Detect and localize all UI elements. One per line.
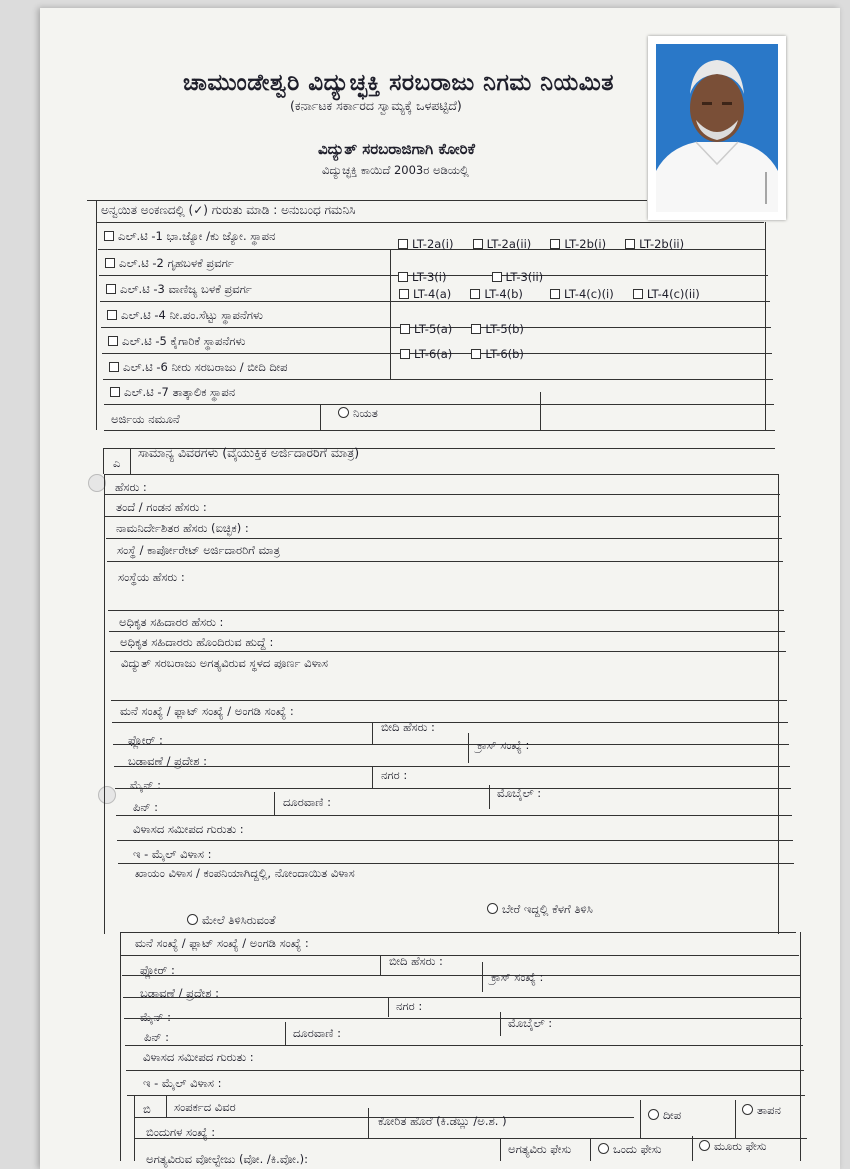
pin-label: ಪಿನ್ : (133, 800, 159, 814)
main-label-2: ಮೈನ್ : (140, 1010, 171, 1024)
supply-address-label: ವಿದ್ಯುತ್ ಸರಬರಾಜು ಅಗತ್ಯವಿರುವ ಸ್ಥಳದ ಪೂರ್ಣ ವಿಳಾಸ (121, 656, 328, 670)
option-label: ಮೇಲೆ ತಿಳಿಸಿರುವಂತೆ (202, 913, 276, 927)
category-label: ಎಲ್.ಟಿ -6 ನೀರು ಸರಬರಾಜು / ಬೀದಿ ದೀಪ (123, 360, 288, 374)
area-label-2: ಬಡಾವಣೆ / ಪ್ರದೇಶ : (140, 986, 220, 1000)
checkbox-icon[interactable] (109, 362, 119, 372)
subcategory-option[interactable] (400, 347, 452, 361)
house-number-label: ಮನೆ ಸಂಖ್ಯೆ / ಫ್ಲಾಟ್ ಸಂಖ್ಯೆ / ಅಂಗಡಿ ಸಂಖ್ಯೆ : (120, 704, 294, 718)
subcategory-label: LT-5(a) (414, 322, 453, 336)
option-label: ದೀಪ (663, 1108, 682, 1122)
checkbox-icon[interactable] (108, 336, 118, 346)
subcategory-label: LT-2a(ii) (486, 237, 532, 251)
mobile-label: ಮೊಬೈಲ್ : (497, 786, 542, 800)
subcategory-row-lt4 (399, 283, 714, 302)
subcategory-option[interactable] (471, 347, 524, 361)
checkbox-icon[interactable] (492, 272, 502, 282)
category-lt3[interactable] (106, 282, 252, 297)
subcategory-option[interactable] (399, 287, 451, 301)
subcategory-option[interactable] (473, 237, 532, 251)
mobile-label-2: ಮೊಬೈಲ್ : (508, 1016, 553, 1030)
section-b-letter: ಬಿ (143, 1102, 151, 1116)
category-lt2[interactable] (105, 256, 234, 271)
checkbox-icon[interactable] (399, 289, 409, 299)
category-lt5[interactable] (108, 334, 245, 349)
house-number-label-2: ಮನೆ ಸಂಖ್ಯೆ / ಫ್ಲಾಟ್ ಸಂಖ್ಯೆ / ಅಂಗಡಿ ಸಂಖ್ಯೆ : (135, 936, 309, 950)
subcategory-option[interactable] (550, 237, 606, 251)
radio-icon[interactable] (187, 914, 198, 925)
subcategory-label: LT-2b(ii) (639, 237, 685, 251)
checkbox-icon[interactable] (400, 324, 410, 334)
subcategory-option[interactable] (471, 322, 524, 336)
checkbox-icon[interactable] (398, 239, 408, 249)
points-label: ಬಿಂದುಗಳ ಸಂಖ್ಯೆ : (146, 1125, 216, 1139)
category-lt1[interactable] (104, 229, 275, 244)
email-label: ಇ - ಮೈಲ್ ವಿಳಾಸ : (133, 847, 212, 861)
subcategory-label: LT-6(b) (485, 347, 524, 361)
subcategory-option[interactable] (633, 287, 700, 301)
checkbox-icon[interactable] (470, 289, 480, 299)
checkbox-icon[interactable] (471, 349, 481, 359)
subcategory-option[interactable] (470, 287, 523, 301)
radio-icon[interactable] (648, 1109, 659, 1120)
organisation-only-label: ಸಂಸ್ಥೆ / ಕಾರ್ಪೋರೇಟ್ ಅರ್ಜಿದಾರರಿಗೆ ಮಾತ್ರ (117, 543, 281, 557)
subcategory-option[interactable] (550, 287, 614, 301)
floor-label-2: ಫ್ಲೋರ್ : (140, 963, 175, 977)
checkbox-icon[interactable] (104, 231, 114, 241)
phone-label-2: ದೂರವಾಣಿ : (293, 1026, 341, 1040)
checkbox-icon[interactable] (625, 239, 635, 249)
radio-icon[interactable] (598, 1143, 609, 1154)
signatory-designation-label: ಅಧಿಕೃತ ಸಹಿದಾರರು ಹೊಂದಿರುವ ಹುದ್ದೆ : (120, 635, 274, 649)
checkbox-icon[interactable] (107, 310, 117, 320)
subcategory-option[interactable] (398, 270, 446, 284)
signatory-name-label: ಅಧಿಕೃತ ಸಹಿದಾರರ ಹೆಸರು : (119, 615, 224, 629)
main-label: ಮೈನ್ : (130, 778, 161, 792)
phone-label: ದೂರವಾಣಿ : (283, 795, 331, 809)
city-label: ನಗರ : (381, 768, 408, 782)
instruction-text: ಅನ್ವಯಿತ ಅಂಕಣದಲ್ಲಿ (✓) ಗುರುತು ಮಾಡಿ : ಅನುಬಂಧ ಗಮನಿಸಿ (101, 203, 356, 217)
category-label: ಎಲ್.ಟಿ -7 ತಾತ್ಕಾಲಿಕ ಸ್ಥಾಪನ (124, 385, 236, 399)
three-phase-option[interactable] (699, 1139, 767, 1154)
application-type-label: ಅರ್ಜಿಯ ನಮೂನೆ (111, 412, 180, 426)
punch-hole (98, 786, 116, 804)
subcategory-option[interactable] (398, 237, 453, 251)
floor-label: ಫ್ಲೋರ್ : (128, 733, 163, 747)
subcategory-label: LT-4(c)(i) (564, 287, 614, 301)
checkbox-icon[interactable] (400, 349, 410, 359)
cross-label: ಕ್ರಾಸ್ ಸಂಖ್ಯೆ : (477, 738, 530, 752)
pin-label-2: ಪಿನ್ : (144, 1030, 170, 1044)
subcategory-label: LT-2a(i) (412, 237, 454, 251)
checkbox-icon[interactable] (110, 387, 120, 397)
category-label: ಎಲ್.ಟಿ -4 ನೀ.ಪಂ.ಸೆಟ್ಟು ಸ್ಥಾಪನೆಗಳು (121, 308, 263, 322)
checkbox-icon[interactable] (106, 284, 116, 294)
street-label: ಬೀದಿ ಹೆಸರು : (381, 720, 435, 734)
subcategory-label: LT-3(i) (412, 270, 447, 284)
other-address-option[interactable] (487, 902, 593, 917)
checkbox-icon[interactable] (471, 324, 481, 334)
light-option[interactable] (648, 1108, 681, 1123)
category-label: ಎಲ್.ಟಿ -3 ವಾಣಿಜ್ಯ ಬಳಕೆ ಪ್ರವರ್ಗ (120, 282, 252, 296)
checkbox-icon[interactable] (473, 239, 483, 249)
street-label-2: ಬೀದಿ ಹೆಸರು : (389, 954, 443, 968)
company-name: ಚಾಮುಂಡೇಶ್ವರಿ ವಿದ್ಯುಚ್ಛಕ್ತಿ ಸರಬರಾಜು ನಿಗಮ ನಿಯಮಿತ (183, 70, 614, 96)
subcategory-label: LT-4(a) (413, 287, 452, 301)
subcategory-row-lt5 (400, 318, 538, 337)
category-label: ಎಲ್.ಟಿ -5 ಕೈಗಾರಿಕೆ ಸ್ಥಾಪನೆಗಳು (122, 334, 246, 348)
checkbox-icon[interactable] (633, 289, 643, 299)
option-label: ಬೇರೆ ಇದ್ದಲ್ಲಿ ಕೆಳಗೆ ತಿಳಿಸಿ (502, 902, 593, 916)
same-as-above-option[interactable] (187, 913, 276, 928)
voltage-label: ಅಗತ್ಯವಿರುವ ವೋಲ್ಟೇಜು (ವೋ. /ಕಿ.ವೋ.): (146, 1152, 309, 1166)
option-label: ಒಂದು ಫೇಸು (613, 1142, 662, 1156)
requested-load-label: ಕೋರಿತ ಹೊರೆ (ಕಿ.ಡಬ್ಲು /ಅ.ಶ. ) (378, 1114, 507, 1128)
father-name-label: ತಂದೆ / ಗಂಡನ ಹೆಸರು : (116, 500, 207, 514)
section-a-letter: ಎ (113, 456, 121, 470)
category-label: ಎಲ್.ಟಿ -1 ಭಾ.ಜ್ಯೋ /ಕು ಜ್ಯೋ. ಸ್ಥಾಪನ (118, 229, 276, 243)
checkbox-icon[interactable] (550, 289, 560, 299)
category-label: ಎಲ್.ಟಿ -2 ಗೃಹಬಳಕೆ ಪ್ರವರ್ಗ (119, 256, 234, 270)
subcategory-row-lt6 (400, 343, 538, 362)
applicant-photo (648, 36, 786, 220)
subcategory-label: LT-6(a) (414, 347, 453, 361)
subcategory-label: LT-4(c)(ii) (646, 287, 700, 301)
checkbox-icon[interactable] (550, 239, 560, 249)
nominee-label: ನಾಮನಿರ್ದೇಶಿತರ ಹೆಸರು (ಐಚ್ಛಿಕ) : (116, 521, 249, 535)
option-label: ಮೂರು ಫೇಸು (714, 1139, 767, 1153)
landmark-label-2: ವಿಳಾಸದ ಸಮೀಪದ ಗುರುತು : (143, 1050, 254, 1064)
cross-label-2: ಕ್ರಾಸ್ ಸಂಖ್ಯೆ : (491, 970, 544, 984)
permanent-address-label: ಖಾಯಂ ವಿಳಾಸ / ಕಂಪನಿಯಾಗಿದ್ದಲ್ಲಿ, ನೋಂದಾಯಿತ ವಿಳಾಸ (135, 866, 355, 880)
section-b-title: ಸಂಪರ್ಕದ ವಿವರ (174, 1100, 236, 1114)
subcategory-label: LT-5(b) (485, 322, 524, 336)
checkbox-icon[interactable] (398, 272, 408, 282)
portrait-image (648, 36, 786, 220)
form-title: ವಿದ್ಯುತ್ ಸರಬರಾಜಿಗಾಗಿ ಕೋರಿಕೆ (318, 140, 475, 158)
category-lt4[interactable] (107, 308, 263, 323)
landmark-label: ವಿಳಾಸದ ಸಮೀಪದ ಗುರುತು : (133, 822, 244, 836)
subcategory-label: LT-3(ii) (505, 270, 544, 284)
section-a-title: ಸಾಮಾನ್ಯ ವಿವರಗಳು (ವೈಯುಕ್ತಿಕ ಅರ್ಜಿದಾರರಿಗೆ ಮಾತ್ರ) (138, 445, 360, 460)
option-label: ತಾಪನ (757, 1103, 781, 1117)
act-reference: ವಿದ್ಯುಚ್ಛಕ್ತಿ ಕಾಯಿದೆ 2003ರ ಅಡಿಯಲ್ಲಿ (322, 163, 469, 177)
city-label-2: ನಗರ : (396, 999, 423, 1013)
subcategory-option[interactable] (400, 322, 452, 336)
name-label: ಹೆಸರು : (115, 480, 147, 494)
option-label: ನಿಯತ (353, 406, 378, 420)
phase-required-label: ಅಗತ್ಯವಿರು ಫೇಸು (508, 1142, 572, 1156)
subcategory-option[interactable] (492, 270, 544, 284)
heat-option[interactable] (742, 1103, 781, 1118)
radio-icon[interactable] (338, 407, 349, 418)
category-lt7[interactable] (110, 385, 235, 400)
radio-icon[interactable] (699, 1140, 710, 1151)
application-type-option[interactable] (338, 406, 378, 421)
subcategory-label: LT-4(b) (484, 287, 523, 301)
subcategory-option[interactable] (625, 237, 684, 251)
area-label: ಬಡಾವಣೆ / ಪ್ರದೇಶ : (128, 754, 208, 768)
subcategory-row-lt2 (398, 233, 698, 252)
category-lt6[interactable] (109, 360, 288, 375)
company-subtitle: (ಕರ್ನಾಟಕ ಸರ್ಕಾರದ ಸ್ವಾಮ್ಯಕ್ಕೆ ಒಳಪಟ್ಟಿದೆ) (290, 98, 462, 113)
subcategory-label: LT-2b(i) (564, 237, 607, 251)
email-label-2: ಇ - ಮೈಲ್ ವಿಳಾಸ : (143, 1076, 222, 1090)
one-phase-option[interactable] (598, 1142, 661, 1157)
radio-icon[interactable] (742, 1104, 753, 1115)
radio-icon[interactable] (487, 903, 498, 914)
organisation-name-label: ಸಂಸ್ಥೆಯ ಹೆಸರು : (118, 570, 185, 584)
checkbox-icon[interactable] (105, 258, 115, 268)
